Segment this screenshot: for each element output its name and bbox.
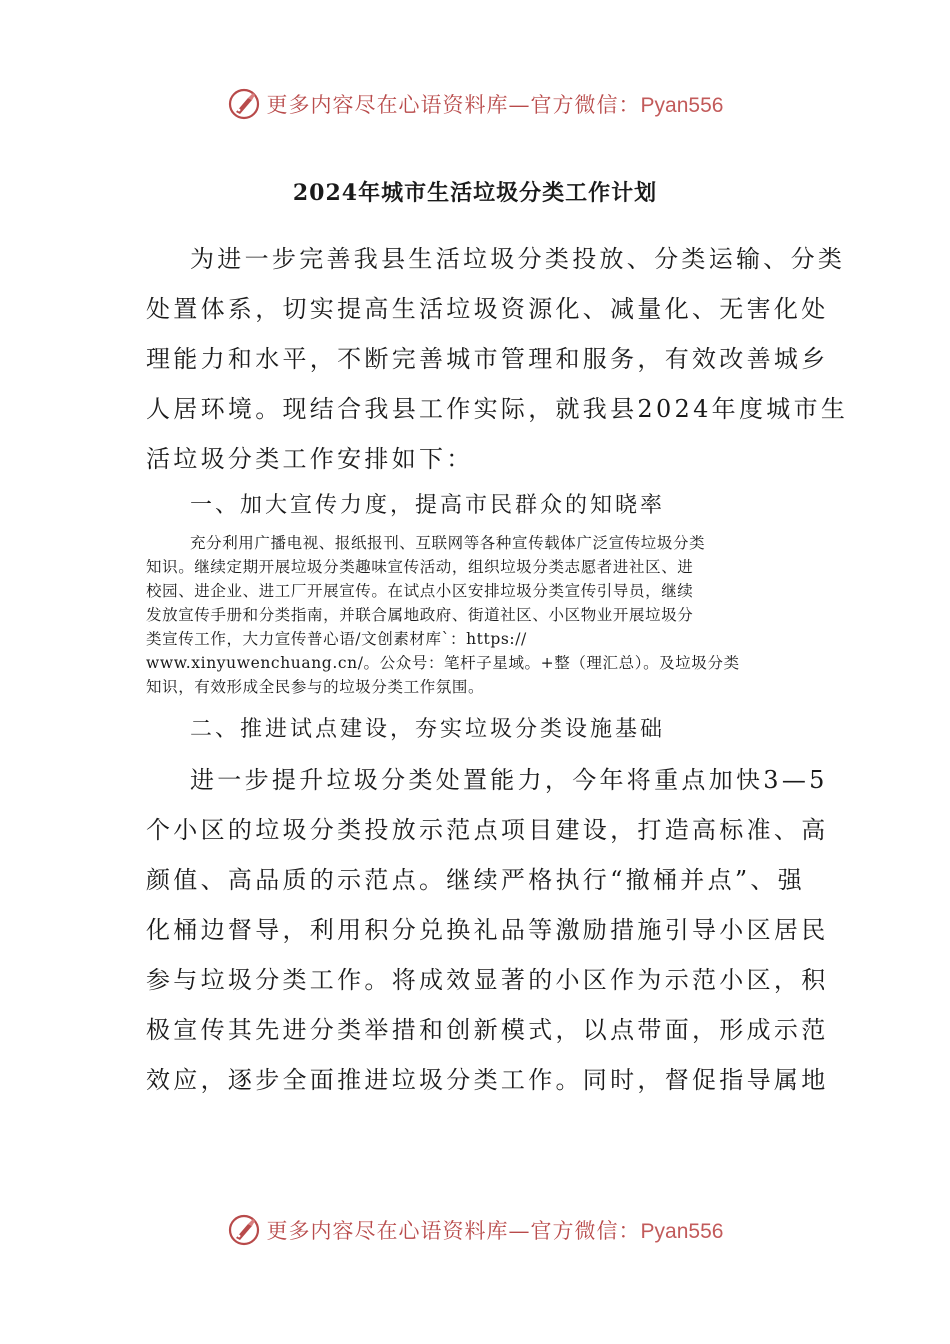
- section1-line: 知识。继续定期开展垃圾分类趣味宣传活动，组织垃圾分类志愿者进社区、进: [146, 558, 694, 576]
- section2-line: 参与垃圾分类工作。将成效显著的小区作为示范小区，积: [146, 966, 829, 994]
- pen-nib-logo-icon: [227, 87, 261, 121]
- section1-line: www.xinyuwenchuang.cn/。公众号：笔杆子星域。+整（理汇总）。及垃圾分类: [146, 654, 740, 672]
- section1-line: 充分利用广播电视、报纸报刊、互联网等各种宣传载体广泛宣传垃圾分类: [190, 534, 706, 552]
- section2-line: 化桶边督导，利用积分兑换礼品等激励措施引导小区居民: [146, 916, 829, 944]
- banner-text: [267, 1215, 724, 1245]
- section2-line: 个小区的垃圾分类投放示范点项目建设，打造高标准、高: [146, 816, 829, 844]
- banner-slogan: 更多内容尽在心语资料库—官方微信：: [266, 1219, 641, 1243]
- document-title: 2024年城市生活垃圾分类工作计划: [292, 180, 658, 206]
- wechat-id: Pyan556: [640, 1220, 724, 1243]
- section1-line: 发放宣传手册和分类指南，并联合属地政府、街道社区、小区物业开展垃圾分: [146, 606, 694, 624]
- section2-line: 进一步提升垃圾分类处置能力，今年将重点加快3—5: [190, 766, 828, 794]
- section1-line: 类宣传工作，大力宣传普心语/文创素材库`：https://: [146, 630, 527, 648]
- section2-line: 效应，逐步全面推进垃圾分类工作。同时，督促指导属地: [146, 1066, 829, 1094]
- section-heading-1: 一、加大宣传力度，提高市民群众的知晓率: [190, 493, 666, 518]
- section1-line: 知识，有效形成全民参与的垃圾分类工作氛围。: [146, 678, 485, 696]
- intro-line: 人居环境。现结合我县工作实际，就我县2024年度城市生: [146, 395, 849, 423]
- section1-line: 校园、进企业、进工厂开展宣传。在试点小区安排垃圾分类宣传引导员，继续: [146, 582, 694, 600]
- header-banner: [0, 84, 950, 124]
- intro-line: 为进一步完善我县生活垃圾分类投放、分类运输、分类: [190, 245, 846, 273]
- section2-line: 颜值、高品质的示范点。继续严格执行“撤桶并点”、强: [146, 866, 806, 894]
- intro-line: 活垃圾分类工作安排如下：: [146, 445, 474, 473]
- banner-text: [267, 89, 724, 119]
- banner-slogan: 更多内容尽在心语资料库—官方微信：: [266, 93, 641, 117]
- footer-banner: [0, 1210, 950, 1250]
- intro-line: 理能力和水平，不断完善城市管理和服务，有效改善城乡: [146, 345, 829, 373]
- intro-line: 处置体系，切实提高生活垃圾资源化、减量化、无害化处: [146, 295, 829, 323]
- pen-nib-logo-icon: [227, 1213, 261, 1247]
- wechat-id: Pyan556: [640, 94, 724, 117]
- section-heading-2: 二、推进试点建设，夯实垃圾分类设施基础: [190, 717, 666, 742]
- section2-line: 极宣传其先进分类举措和创新模式，以点带面，形成示范: [146, 1016, 829, 1044]
